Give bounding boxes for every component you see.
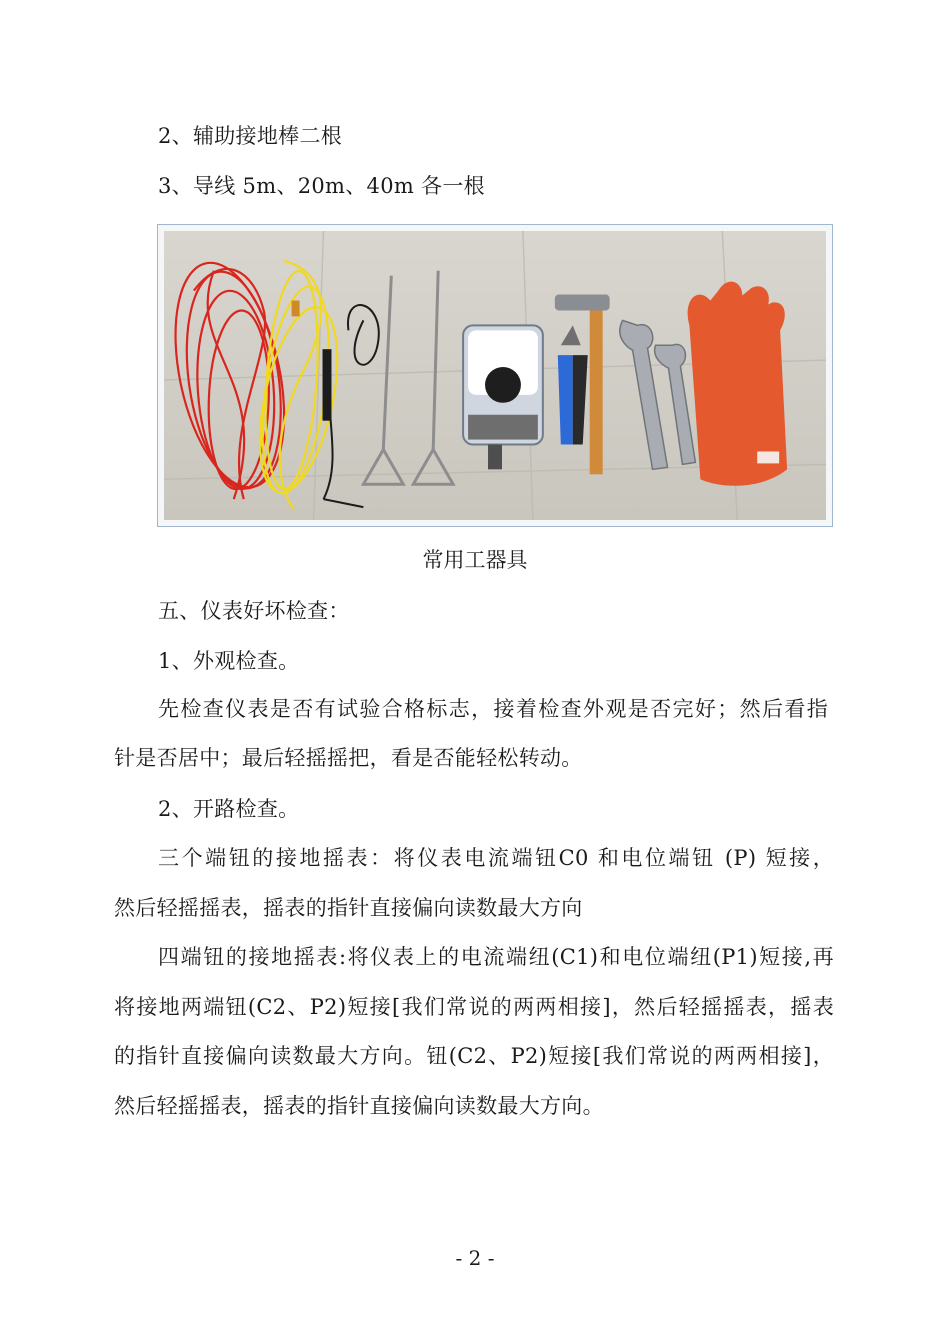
figure-caption: 常用工器具 [422, 548, 528, 572]
visual-check-body-line2: 针是否居中；最后轻摇摇把，看是否能轻松转动。 [114, 746, 583, 770]
item-wires: 3、导线 5m、20m、40m 各一根 [158, 174, 485, 198]
visual-check-heading: 1、外观检查。 [158, 649, 300, 673]
tools-photo [157, 224, 833, 527]
three-terminal-line1: 三个端钮的接地摇表：将仪表电流端钮C0 和电位端钮 (P) 短接， [158, 846, 834, 870]
page-number: - 2 - [455, 1246, 495, 1270]
item-rods: 2、辅助接地棒二根 [158, 124, 343, 148]
three-terminal-line2: 然后轻摇摇表，摇表的指针直接偏向读数最大方向 [114, 896, 583, 920]
tools-photo-drawing [164, 231, 826, 520]
insulating-glove [688, 282, 787, 486]
four-terminal-line2: 将接地两端钮(C2、P2)短接[我们常说的两两相接]，然后轻摇摇表，摇表 [114, 995, 834, 1019]
four-terminal-line3: 的指针直接偏向读数最大方向。钮(C2、P2)短接[我们常说的两两相接]， [114, 1044, 834, 1068]
visual-check-body-line1: 先检查仪表是否有试验合格标志，接着检查外观是否完好；然后看指 [158, 697, 828, 721]
four-terminal-line4: 然后轻摇摇表，摇表的指针直接偏向读数最大方向。 [114, 1094, 604, 1118]
section5-heading: 五、仪表好坏检查： [158, 599, 350, 623]
four-terminal-line1: 四端钮的接地摇表:将仪表上的电流端纽(C1)和电位端纽(P1)短接,再 [158, 945, 834, 969]
open-check-heading: 2、开路检查。 [158, 797, 300, 821]
